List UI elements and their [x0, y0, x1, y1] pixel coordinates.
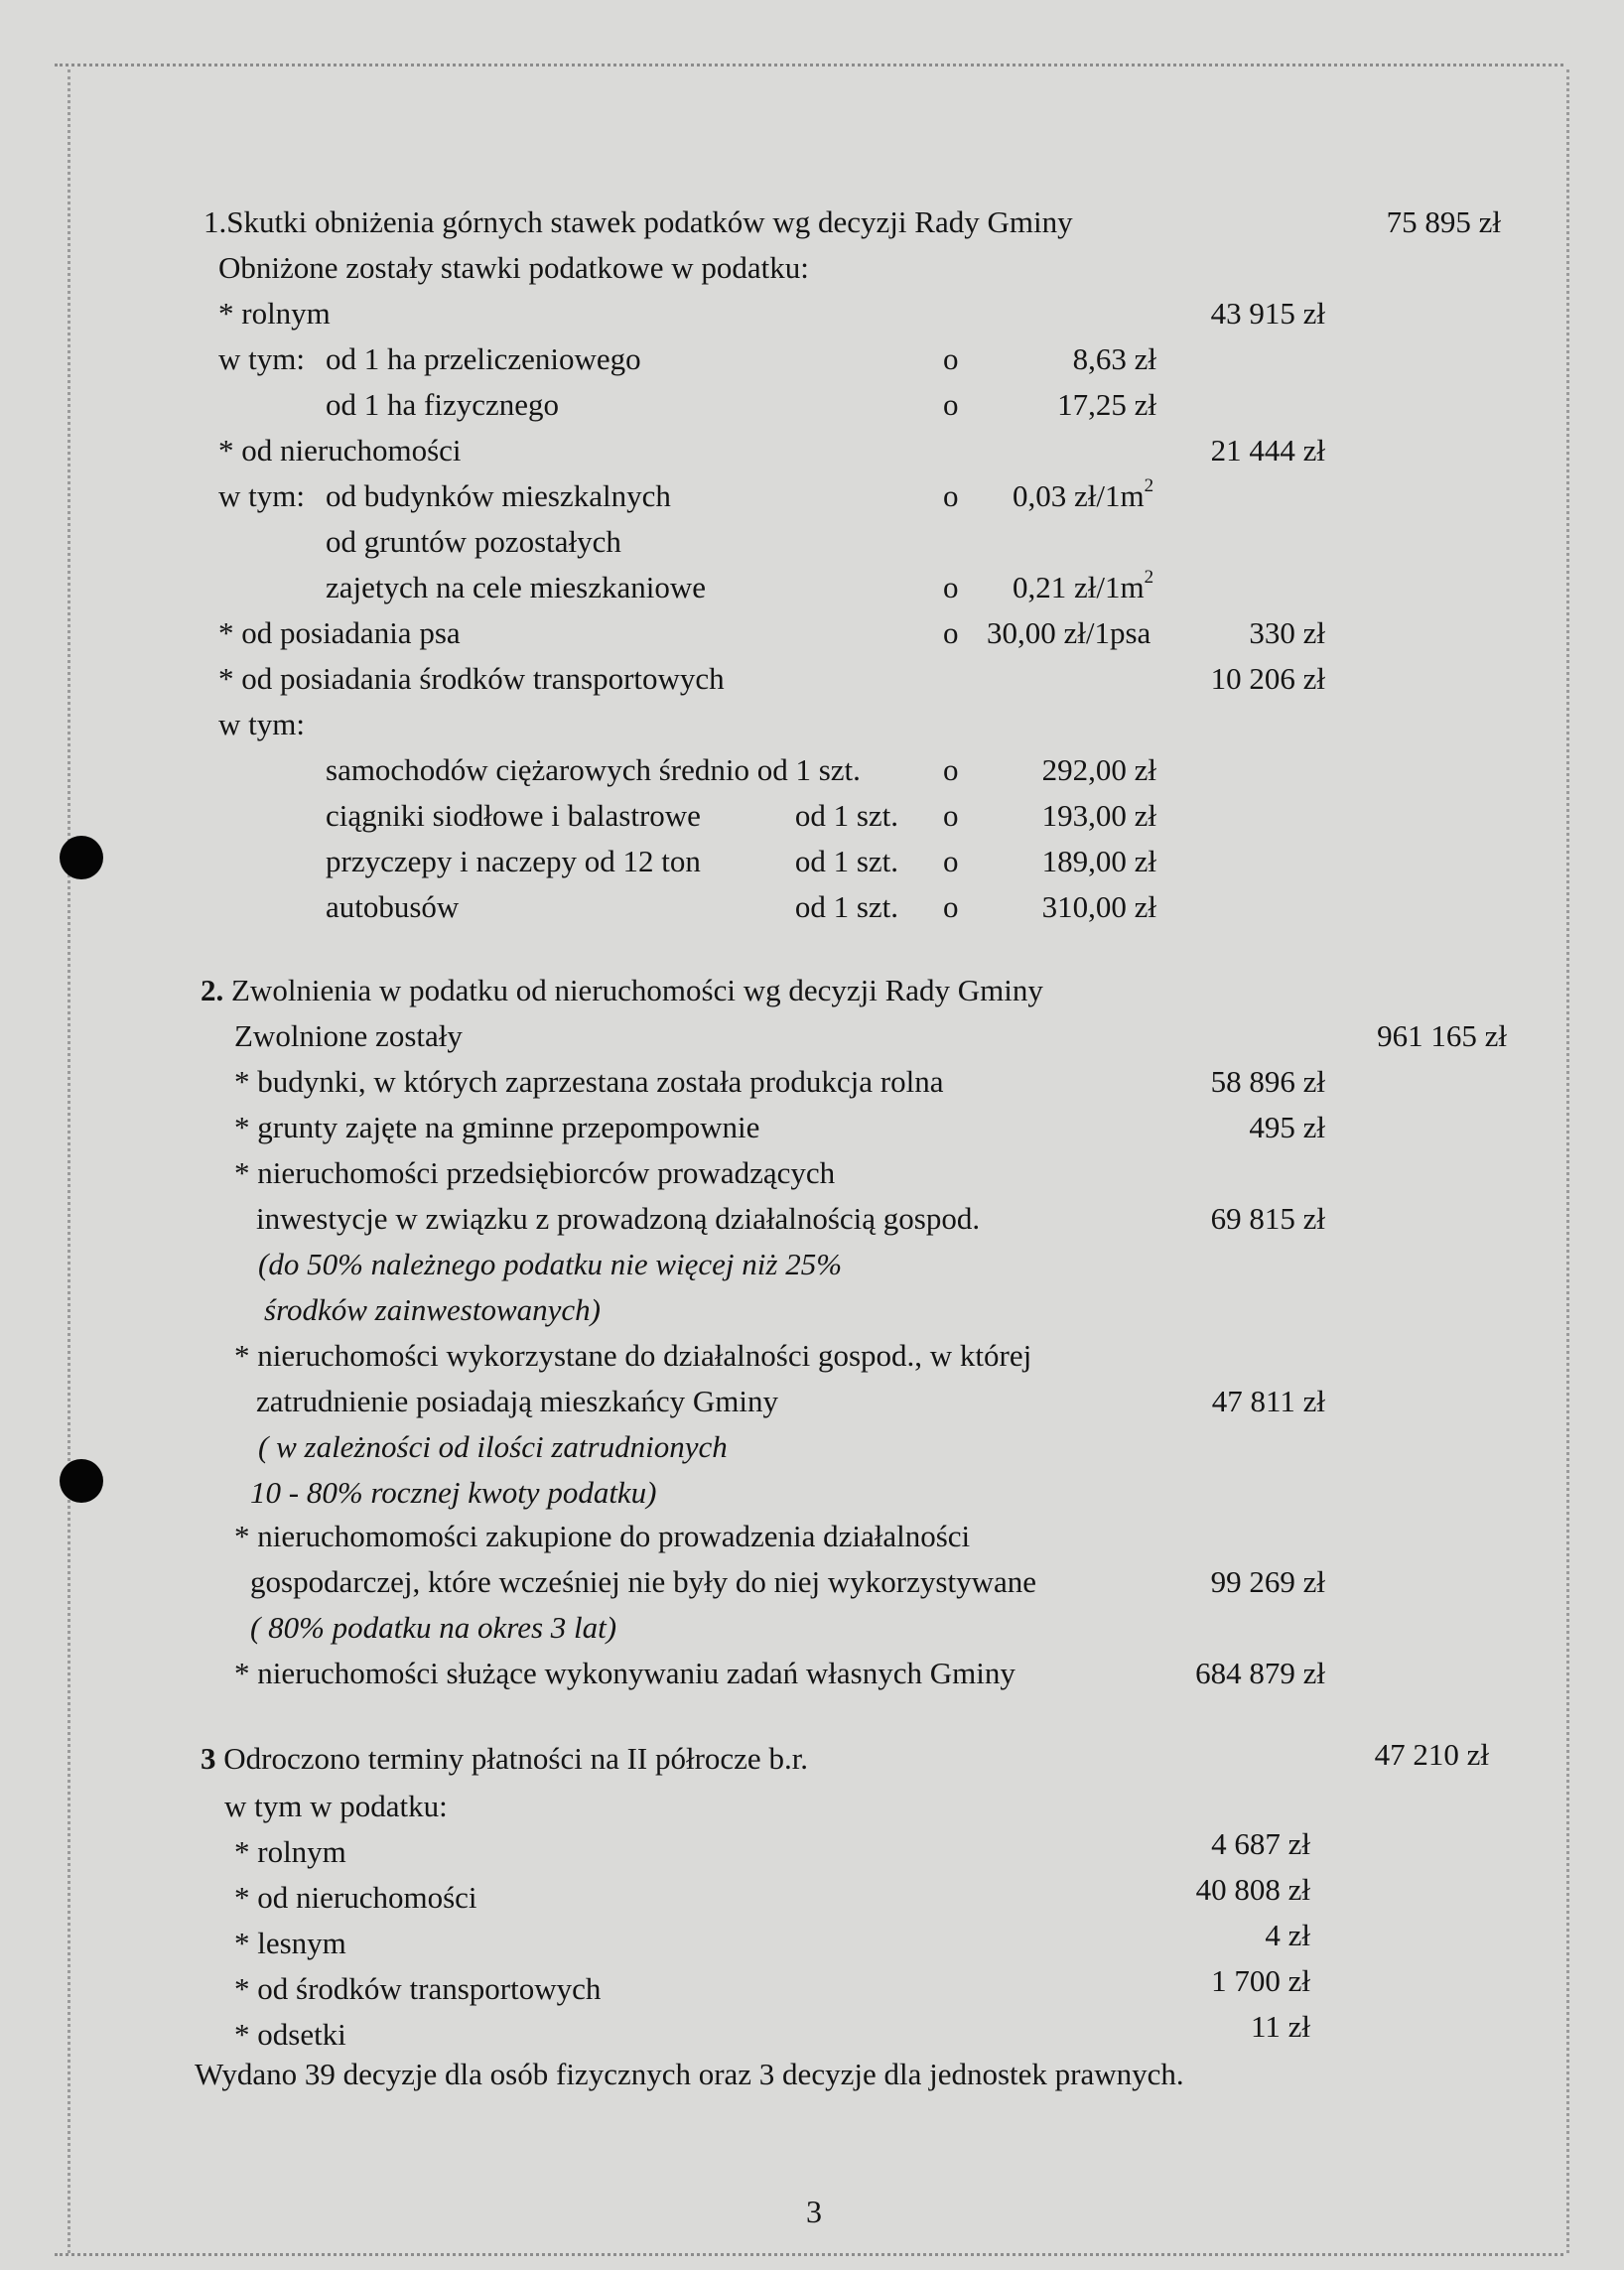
rolny-item1-o: o: [943, 341, 959, 376]
perforation-bottom: [55, 2253, 1563, 2264]
nier-item1-val: 0,03 $zł/1m^2$: [1013, 474, 1154, 513]
trans-item-unit: od 1 szt.: [794, 798, 898, 833]
trans-item-name: przyczepy i naczepy od 12 ton: [326, 844, 701, 878]
rolny-item1: od 1 ha przeliczeniowego: [326, 341, 641, 376]
s2-item4b: zatrudnienie posiadają mieszkańcy Gminy: [256, 1384, 778, 1418]
trans-item-unit: od 1 szt.: [794, 844, 898, 878]
s2-item3-note1: (do 50% należnego podatku nie więcej niż 25%: [258, 1247, 843, 1281]
s3-item-amount: 40 808 zł: [1195, 1872, 1310, 1907]
s2-item6: * nieruchomości służące wykonywaniu zadań własnych Gminy: [234, 1656, 1015, 1690]
rolny-item2-o: o: [943, 387, 959, 422]
s2-item5b: gospodarczej, które wcześniej nie były do niej wykorzystywane: [250, 1564, 1036, 1599]
trans-wtym: w tym:: [218, 707, 305, 741]
s2-item5a: * nieruchomomości zakupione do prowadzenia działalności: [234, 1519, 971, 1553]
section1-number: 1.: [203, 204, 227, 239]
nier-item2-val: 0,21 $zł/1m^2$: [1013, 566, 1154, 604]
s2-item2: * grunty zajęte na gminne przepompownie: [234, 1110, 760, 1144]
s3-item-label: * rolnym: [234, 1834, 346, 1869]
section3-total: 47 210 zł: [1374, 1737, 1489, 1772]
pies-amount: 330 zł: [1249, 615, 1325, 650]
rolny-item2: od 1 ha fizycznego: [326, 387, 559, 422]
section1-heading: [203, 204, 1073, 240]
section2-title: Zwolnienia w podatku od nieruchomości wg decyzji Rady Gminy: [231, 973, 1043, 1007]
pies-o: o: [943, 615, 959, 650]
rolny-label: * rolnym: [218, 296, 331, 331]
s2-item4-note2: 10 - 80% rocznej kwoty podatku): [250, 1475, 657, 1510]
s2-item4-amount: 47 811 zł: [1211, 1384, 1325, 1418]
section3-heading: [201, 1741, 808, 1777]
s2-item3a: * nieruchomości przedsiębiorców prowadzących: [234, 1155, 836, 1190]
trans-item-unit: od 1 szt.: [794, 889, 898, 924]
trans-item-name: autobusów: [326, 889, 460, 924]
section1-total: 75 895 zł: [1386, 204, 1501, 239]
rolny-item2-val: 17,25 zł: [1057, 387, 1156, 422]
trans-label: * od posiadania środków transportowych: [218, 661, 725, 696]
s3-item-amount: 11 zł: [1251, 2009, 1310, 2044]
section2-intro: Zwolnione zostały: [234, 1018, 463, 1053]
s3-item-label: * lesnym: [234, 1926, 346, 1960]
trans-amount: 10 206 zł: [1210, 661, 1325, 696]
s2-item1-amount: 58 896 zł: [1210, 1064, 1325, 1099]
section3-intro: w tym w podatku:: [224, 1789, 448, 1823]
nier-item2a: od gruntów pozostałych: [326, 524, 621, 559]
s3-item-amount: 4 687 zł: [1211, 1826, 1310, 1861]
trans-item-o: o: [943, 752, 959, 787]
section2-heading: [201, 973, 1043, 1008]
s2-item6-amount: 684 879 zł: [1195, 1656, 1325, 1690]
trans-item-name: ciągniki siodłowe i balastrowe: [326, 798, 701, 833]
s2-item1: * budynki, w których zaprzestana została produkcja rolna: [234, 1064, 944, 1099]
section1-intro: Obniżone zostały stawki podatkowe w podatku:: [218, 250, 809, 285]
trans-item-val: 310,00 zł: [1041, 889, 1156, 924]
trans-item-val: 193,00 zł: [1041, 798, 1156, 833]
nier-item1-o: o: [943, 478, 959, 513]
nier-amount: 21 444 zł: [1210, 433, 1325, 467]
trans-item-val: 292,00 zł: [1041, 752, 1156, 787]
s2-item3-amount: 69 815 zł: [1210, 1201, 1325, 1236]
trans-item-o: o: [943, 889, 959, 924]
rolny-wtym: w tym:: [218, 341, 305, 376]
nier-item2-o: o: [943, 570, 959, 604]
s2-item4-note1: ( w zależności od ilości zatrudnionych: [258, 1429, 728, 1464]
perforation-right: [1566, 69, 1575, 2253]
trans-item-o: o: [943, 844, 959, 878]
s3-item-amount: 1 700 zł: [1211, 1963, 1310, 1998]
s2-item3b: inwestycje w związku z prowadzoną działalnością gospod.: [256, 1201, 981, 1236]
perforation-left: [68, 69, 76, 2253]
pies-val: 30,00 zł/1psa: [987, 615, 1151, 650]
perforation-top: [55, 64, 1563, 74]
s3-item-label: * od środków transportowych: [234, 1971, 602, 2006]
section3-number: 3: [201, 1741, 216, 1776]
section3-summary: Wydano 39 decyzje dla osób fizycznych oraz 3 decyzje dla jednostek prawnych.: [195, 2057, 1184, 2091]
punch-hole: [60, 1459, 103, 1503]
punch-hole: [60, 836, 103, 879]
rolny-item1-val: 8,63 zł: [1072, 341, 1156, 376]
s2-item4a: * nieruchomości wykorzystane do działalności gospod., w której: [234, 1338, 1032, 1373]
trans-item-val: 189,00 zł: [1041, 844, 1156, 878]
pies-label: * od posiadania psa: [218, 615, 461, 650]
s2-item3-note2: środków zainwestowanych): [264, 1292, 601, 1327]
trans-item-o: o: [943, 798, 959, 833]
section1-title: Skutki obniżenia górnych stawek podatków wg decyzji Rady Gminy: [226, 204, 1073, 239]
s3-item-amount: 4 zł: [1265, 1918, 1310, 1952]
nier-wtym: w tym:: [218, 478, 305, 513]
nier-item1: od budynków mieszkalnych: [326, 478, 671, 513]
nier-item2b: zajetych na cele mieszkaniowe: [326, 570, 706, 604]
s3-item-label: * odsetki: [234, 2017, 346, 2052]
section3-title: Odroczono terminy płatności na II półrocze b.r.: [223, 1741, 809, 1776]
rolny-amount: 43 915 zł: [1210, 296, 1325, 331]
s3-item-label: * od nieruchomości: [234, 1880, 477, 1915]
section2-total: 961 165 zł: [1377, 1018, 1507, 1053]
trans-item-name: samochodów ciężarowych średnio od 1 szt.: [326, 752, 861, 787]
s2-item5-amount: 99 269 zł: [1210, 1564, 1325, 1599]
nier-label: * od nieruchomości: [218, 433, 462, 467]
s2-item2-amount: 495 zł: [1249, 1110, 1325, 1144]
s2-item5-note: ( 80% podatku na okres 3 lat): [250, 1610, 617, 1645]
page-number: 3: [806, 2194, 822, 2229]
section2-number: 2.: [201, 973, 224, 1007]
